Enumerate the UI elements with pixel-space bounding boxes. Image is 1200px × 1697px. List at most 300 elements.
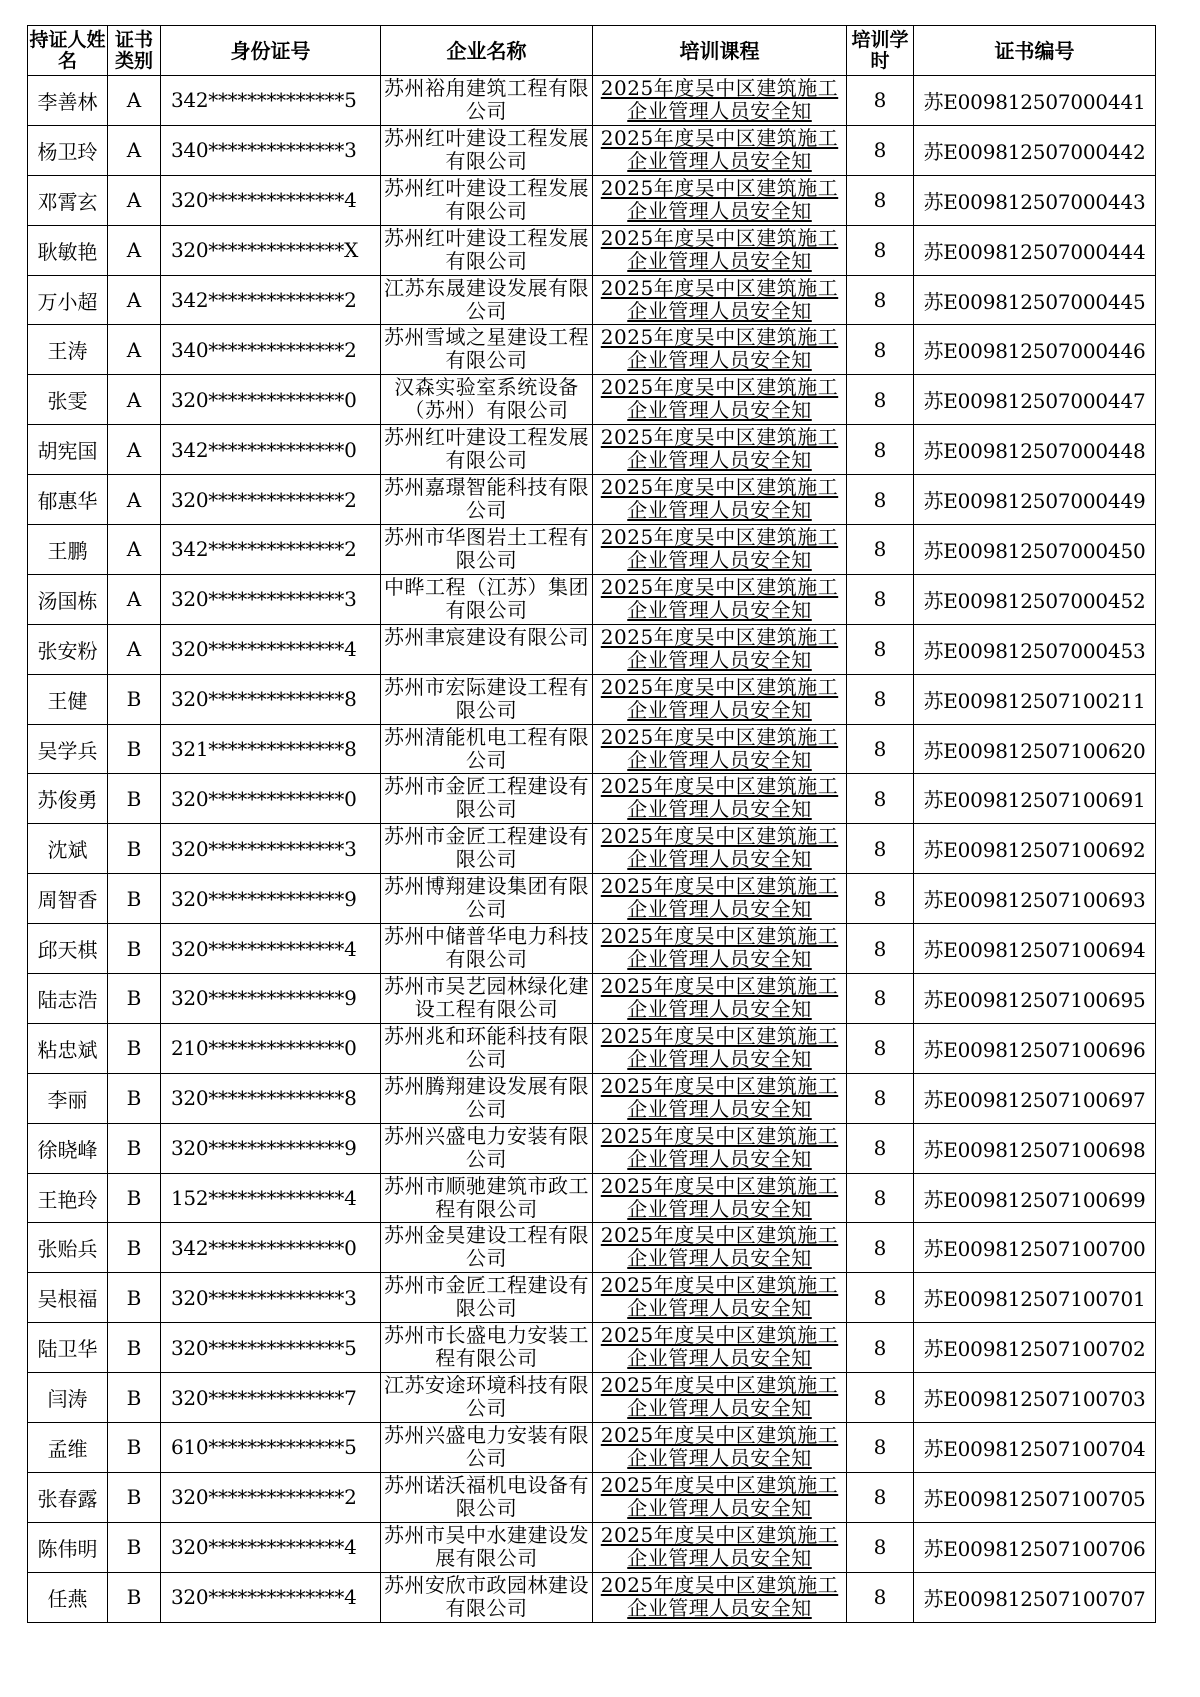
cell-cert-no: 苏E009812507100702 (914, 1323, 1156, 1373)
cell-course (593, 175, 847, 225)
cell-company (381, 1273, 593, 1323)
cell-course-text: 2025年度吴中区建筑施工企业管理人员安全知 (600, 1023, 839, 1071)
cell-course (593, 425, 847, 475)
cell-id-number: 610**************5 (161, 1423, 381, 1473)
cell-company (381, 125, 593, 175)
cell-category: A (108, 574, 161, 624)
cell-holder-name: 万小超 (28, 275, 108, 325)
cell-cert-no: 苏E009812507000449 (914, 475, 1156, 525)
cell-category: A (108, 175, 161, 225)
cell-id-number: 320**************4 (161, 1572, 381, 1622)
cell-course-text: 2025年度吴中区建筑施工企业管理人员安全知 (600, 275, 839, 323)
cell-hours: 8 (847, 325, 914, 375)
cell-company-text: 苏州市吴艺园林绿化建设工程有限公司 (384, 974, 589, 1022)
cell-cert-no: 苏E009812507000453 (914, 624, 1156, 674)
cell-company-text: 苏州红叶建设工程发展有限公司 (384, 175, 589, 223)
cell-company (381, 225, 593, 275)
cell-course-text: 2025年度吴中区建筑施工企业管理人员安全知 (600, 824, 839, 872)
table-row (28, 1023, 1156, 1073)
cell-company-text: 苏州市金匠工程建设有限公司 (384, 824, 589, 872)
cell-company (381, 824, 593, 874)
cell-category: B (108, 1023, 161, 1073)
cell-id-number: 320**************5 (161, 1323, 381, 1373)
cell-id-number: 342**************0 (161, 1223, 381, 1273)
cell-holder-name: 吴学兵 (28, 724, 108, 774)
cell-company-text: 苏州市金匠工程建设有限公司 (384, 1273, 589, 1321)
cell-course (593, 1273, 847, 1323)
cell-cert-no: 苏E009812507100704 (914, 1423, 1156, 1473)
cell-holder-name: 陆志浩 (28, 974, 108, 1024)
cell-course-text: 2025年度吴中区建筑施工企业管理人员安全知 (600, 175, 839, 223)
cell-id-number: 320**************9 (161, 874, 381, 924)
cell-holder-name: 胡宪国 (28, 425, 108, 475)
cell-course-text: 2025年度吴中区建筑施工企业管理人员安全知 (600, 924, 839, 972)
cell-cert-no: 苏E009812507000443 (914, 175, 1156, 225)
cell-company (381, 1023, 593, 1073)
table-row (28, 1423, 1156, 1473)
cell-course (593, 1223, 847, 1273)
cell-company (381, 1572, 593, 1622)
cell-company (381, 1173, 593, 1223)
certificate-table (27, 25, 1156, 1623)
cell-holder-name: 王艳玲 (28, 1173, 108, 1223)
cell-course (593, 574, 847, 624)
cell-id-number: 342**************5 (161, 76, 381, 126)
cell-holder-name: 闫涛 (28, 1373, 108, 1423)
cell-company-text: 苏州兴盛电力安装有限公司 (384, 1123, 589, 1171)
cell-course (593, 275, 847, 325)
cell-hours: 8 (847, 1173, 914, 1223)
cell-hours: 8 (847, 175, 914, 225)
header-hours: 培训学时 (847, 26, 914, 76)
cell-cert-no: 苏E009812507100700 (914, 1223, 1156, 1273)
cell-hours: 8 (847, 1273, 914, 1323)
cell-id-number: 320**************X (161, 225, 381, 275)
cell-company (381, 525, 593, 575)
cell-course (593, 824, 847, 874)
table-row (28, 1373, 1156, 1423)
cell-holder-name: 吴根福 (28, 1273, 108, 1323)
cell-cert-no: 苏E009812507100620 (914, 724, 1156, 774)
table-row (28, 774, 1156, 824)
cell-holder-name: 陆卫华 (28, 1323, 108, 1373)
cell-cert-no: 苏E009812507100695 (914, 974, 1156, 1024)
table-row (28, 225, 1156, 275)
table-row (28, 574, 1156, 624)
table-header (28, 26, 1156, 76)
cell-company-text: 苏州兆和环能科技有限公司 (384, 1023, 589, 1071)
cell-course-text: 2025年度吴中区建筑施工企业管理人员安全知 (600, 1423, 839, 1471)
cell-id-number: 342**************2 (161, 525, 381, 575)
cell-category: A (108, 275, 161, 325)
cell-hours: 8 (847, 624, 914, 674)
cell-cert-no: 苏E009812507100706 (914, 1522, 1156, 1572)
cell-holder-name: 陈伟明 (28, 1522, 108, 1572)
cell-holder-name: 任燕 (28, 1572, 108, 1622)
cell-course-text: 2025年度吴中区建筑施工企业管理人员安全知 (600, 1173, 839, 1221)
cell-course (593, 674, 847, 724)
cell-cert-no: 苏E009812507100694 (914, 924, 1156, 974)
cell-holder-name: 耿敏艳 (28, 225, 108, 275)
cell-id-number: 320**************4 (161, 175, 381, 225)
cell-hours: 8 (847, 125, 914, 175)
cell-course (593, 1522, 847, 1572)
cell-course (593, 1023, 847, 1073)
cell-course-text: 2025年度吴中区建筑施工企业管理人员安全知 (600, 1123, 839, 1171)
cell-course (593, 1472, 847, 1522)
cell-id-number: 320**************0 (161, 375, 381, 425)
cell-company-text: 中晔工程（江苏）集团有限公司 (384, 574, 589, 622)
cell-id-number: 320**************2 (161, 1472, 381, 1522)
cell-company-text: 苏州清能机电工程有限公司 (384, 724, 589, 772)
table-row (28, 425, 1156, 475)
table-row (28, 824, 1156, 874)
cell-category: B (108, 1373, 161, 1423)
cell-cert-no: 苏E009812507100699 (914, 1173, 1156, 1223)
cell-hours: 8 (847, 1073, 914, 1123)
cell-id-number: 320**************4 (161, 924, 381, 974)
cell-cert-no: 苏E009812507000450 (914, 525, 1156, 575)
cell-holder-name: 邱天棋 (28, 924, 108, 974)
cell-id-number: 342**************2 (161, 275, 381, 325)
table-row (28, 874, 1156, 924)
cell-company-text: 苏州市宏际建设工程有限公司 (384, 674, 589, 722)
cell-company-text: 汉森实验室系统设备（苏州）有限公司 (394, 375, 579, 423)
cell-company (381, 724, 593, 774)
cell-hours: 8 (847, 1373, 914, 1423)
cell-category: A (108, 125, 161, 175)
cell-holder-name: 杨卫玲 (28, 125, 108, 175)
cell-holder-name: 张贻兵 (28, 1223, 108, 1273)
cell-category: B (108, 924, 161, 974)
table-row (28, 1572, 1156, 1622)
cell-company (381, 574, 593, 624)
cell-cert-no: 苏E009812507100211 (914, 674, 1156, 724)
cell-cert-no: 苏E009812507100705 (914, 1472, 1156, 1522)
cell-hours: 8 (847, 724, 914, 774)
cell-cert-no: 苏E009812507000441 (914, 76, 1156, 126)
table-row (28, 125, 1156, 175)
table-row (28, 76, 1156, 126)
table-row (28, 275, 1156, 325)
cell-holder-name: 汤国栋 (28, 574, 108, 624)
table-row (28, 475, 1156, 525)
cell-category: B (108, 1522, 161, 1572)
cell-category: A (108, 475, 161, 525)
cell-company (381, 974, 593, 1024)
cell-category: A (108, 225, 161, 275)
cell-holder-name: 粘忠斌 (28, 1023, 108, 1073)
cell-company-text: 苏州安欣市政园林建设有限公司 (384, 1572, 589, 1620)
cell-cert-no: 苏E009812507000447 (914, 375, 1156, 425)
cell-company-text: 苏州市华图岩土工程有限公司 (384, 525, 589, 573)
cell-category: B (108, 1423, 161, 1473)
cell-course-text: 2025年度吴中区建筑施工企业管理人员安全知 (600, 1373, 839, 1421)
cell-company-text: 苏州市顺驰建筑市政工程有限公司 (384, 1173, 589, 1221)
cell-category: B (108, 774, 161, 824)
cell-company-text: 苏州博翔建设集团有限公司 (384, 874, 589, 922)
cell-holder-name: 徐晓峰 (28, 1123, 108, 1173)
cell-hours: 8 (847, 475, 914, 525)
cell-course (593, 525, 847, 575)
table-row (28, 1073, 1156, 1123)
cell-hours: 8 (847, 1522, 914, 1572)
cell-category: B (108, 1073, 161, 1123)
cell-category: A (108, 425, 161, 475)
cell-id-number: 340**************3 (161, 125, 381, 175)
cell-cert-no: 苏E009812507100691 (914, 774, 1156, 824)
cell-cert-no: 苏E009812507000448 (914, 425, 1156, 475)
cell-holder-name: 周智香 (28, 874, 108, 924)
cell-company (381, 774, 593, 824)
cell-company-text: 苏州聿宸建设有限公司 (384, 624, 589, 649)
cell-course (593, 76, 847, 126)
cell-company (381, 624, 593, 674)
cell-cert-no: 苏E009812507000442 (914, 125, 1156, 175)
header-id-number: 身份证号 (161, 26, 381, 76)
header-category: 证书类别 (108, 26, 161, 76)
cell-cert-no: 苏E009812507100697 (914, 1073, 1156, 1123)
cell-id-number: 320**************3 (161, 574, 381, 624)
table-row (28, 325, 1156, 375)
cell-course (593, 1373, 847, 1423)
cell-holder-name: 李丽 (28, 1073, 108, 1123)
header-holder-name: 持证人姓名 (28, 26, 108, 76)
cell-company (381, 175, 593, 225)
cell-company (381, 924, 593, 974)
cell-course-text: 2025年度吴中区建筑施工企业管理人员安全知 (600, 225, 839, 273)
cell-hours: 8 (847, 275, 914, 325)
table-row (28, 624, 1156, 674)
cell-company-text: 苏州中储普华电力科技有限公司 (384, 924, 589, 972)
header-company: 企业名称 (381, 26, 593, 76)
cell-category: B (108, 1173, 161, 1223)
cell-holder-name: 苏俊勇 (28, 774, 108, 824)
cell-course-text: 2025年度吴中区建筑施工企业管理人员安全知 (600, 375, 839, 423)
cell-cert-no: 苏E009812507000445 (914, 275, 1156, 325)
cell-cert-no: 苏E009812507100698 (914, 1123, 1156, 1173)
cell-course (593, 874, 847, 924)
cell-course-text: 2025年度吴中区建筑施工企业管理人员安全知 (600, 325, 839, 373)
table-row (28, 1273, 1156, 1323)
cell-company-text: 苏州金昊建设工程有限公司 (384, 1223, 589, 1271)
cell-category: B (108, 1472, 161, 1522)
cell-company (381, 1123, 593, 1173)
table-row (28, 375, 1156, 425)
cell-company-text: 苏州嘉璟智能科技有限公司 (384, 475, 589, 523)
cell-course-text: 2025年度吴中区建筑施工企业管理人员安全知 (600, 1572, 839, 1620)
cell-company-text: 苏州兴盛电力安装有限公司 (384, 1423, 589, 1471)
cell-hours: 8 (847, 1472, 914, 1522)
cell-hours: 8 (847, 525, 914, 575)
cell-holder-name: 王健 (28, 674, 108, 724)
header-course: 培训课程 (593, 26, 847, 76)
cell-course-text: 2025年度吴中区建筑施工企业管理人员安全知 (600, 774, 839, 822)
cell-category: A (108, 624, 161, 674)
cell-course (593, 325, 847, 375)
cell-holder-name: 孟维 (28, 1423, 108, 1473)
cell-category: A (108, 525, 161, 575)
cell-hours: 8 (847, 1323, 914, 1373)
cell-id-number: 321**************8 (161, 724, 381, 774)
cell-course-text: 2025年度吴中区建筑施工企业管理人员安全知 (600, 674, 839, 722)
cell-cert-no: 苏E009812507100703 (914, 1373, 1156, 1423)
table-row (28, 1123, 1156, 1173)
cell-course (593, 1323, 847, 1373)
cell-company (381, 325, 593, 375)
cell-company (381, 275, 593, 325)
cell-id-number: 320**************9 (161, 974, 381, 1024)
cell-course-text: 2025年度吴中区建筑施工企业管理人员安全知 (600, 624, 839, 672)
cell-course-text: 2025年度吴中区建筑施工企业管理人员安全知 (600, 475, 839, 523)
cell-course (593, 1572, 847, 1622)
cell-holder-name: 李善林 (28, 76, 108, 126)
cell-hours: 8 (847, 574, 914, 624)
header-row (28, 26, 1156, 76)
cell-id-number: 320**************8 (161, 674, 381, 724)
cell-cert-no: 苏E009812507100707 (914, 1572, 1156, 1622)
cell-id-number: 340**************2 (161, 325, 381, 375)
cell-company-text: 江苏安途环境科技有限公司 (384, 1373, 589, 1421)
cell-hours: 8 (847, 874, 914, 924)
cell-company-text: 苏州诺沃福机电设备有限公司 (384, 1472, 589, 1520)
cell-company (381, 475, 593, 525)
cell-course-text: 2025年度吴中区建筑施工企业管理人员安全知 (600, 1472, 839, 1520)
cell-course-text: 2025年度吴中区建筑施工企业管理人员安全知 (600, 76, 839, 123)
table-row (28, 974, 1156, 1024)
table-row (28, 525, 1156, 575)
table-row (28, 1223, 1156, 1273)
cell-course (593, 475, 847, 525)
cell-id-number: 320**************9 (161, 1123, 381, 1173)
cell-hours: 8 (847, 425, 914, 475)
cell-course (593, 125, 847, 175)
cell-course-text: 2025年度吴中区建筑施工企业管理人员安全知 (600, 1323, 839, 1371)
cell-id-number: 320**************3 (161, 824, 381, 874)
cell-company (381, 1223, 593, 1273)
cell-company-text: 苏州雪域之星建设工程有限公司 (384, 325, 589, 373)
cell-hours: 8 (847, 1123, 914, 1173)
cell-course-text: 2025年度吴中区建筑施工企业管理人员安全知 (600, 1522, 839, 1570)
cell-course-text: 2025年度吴中区建筑施工企业管理人员安全知 (600, 1073, 839, 1121)
cell-cert-no: 苏E009812507000444 (914, 225, 1156, 275)
cell-cert-no: 苏E009812507100696 (914, 1023, 1156, 1073)
cell-course (593, 225, 847, 275)
cell-category: B (108, 1323, 161, 1373)
cell-company (381, 1073, 593, 1123)
cell-company (381, 674, 593, 724)
cell-cert-no: 苏E009812507000446 (914, 325, 1156, 375)
cell-company (381, 1472, 593, 1522)
table-row (28, 674, 1156, 724)
cell-hours: 8 (847, 225, 914, 275)
cell-category: B (108, 674, 161, 724)
cell-course (593, 924, 847, 974)
cell-holder-name: 张安粉 (28, 624, 108, 674)
cell-course (593, 974, 847, 1024)
cell-course-text: 2025年度吴中区建筑施工企业管理人员安全知 (600, 1223, 839, 1271)
cell-company (381, 76, 593, 126)
cell-id-number: 210**************0 (161, 1023, 381, 1073)
cell-course (593, 1423, 847, 1473)
cell-category: B (108, 1572, 161, 1622)
cell-company (381, 1373, 593, 1423)
cell-course (593, 774, 847, 824)
table-row (28, 1173, 1156, 1223)
cell-category: B (108, 874, 161, 924)
cell-hours: 8 (847, 924, 914, 974)
cell-company-text: 苏州裕甪建筑工程有限公司 (384, 76, 589, 123)
cell-company-text: 苏州市吴中水建建设发展有限公司 (384, 1522, 589, 1570)
cell-course-text: 2025年度吴中区建筑施工企业管理人员安全知 (600, 724, 839, 772)
cell-cert-no: 苏E009812507100693 (914, 874, 1156, 924)
cell-holder-name: 张雯 (28, 375, 108, 425)
cell-hours: 8 (847, 674, 914, 724)
cell-course-text: 2025年度吴中区建筑施工企业管理人员安全知 (600, 125, 839, 173)
cell-course (593, 1123, 847, 1173)
table-row (28, 1522, 1156, 1572)
cell-course-text: 2025年度吴中区建筑施工企业管理人员安全知 (600, 874, 839, 922)
table-row (28, 724, 1156, 774)
cell-company (381, 874, 593, 924)
cell-category: B (108, 824, 161, 874)
cell-course-text: 2025年度吴中区建筑施工企业管理人员安全知 (600, 425, 839, 473)
cell-holder-name: 张春露 (28, 1472, 108, 1522)
cell-holder-name: 王鹏 (28, 525, 108, 575)
cell-id-number: 320**************0 (161, 774, 381, 824)
cell-hours: 8 (847, 76, 914, 126)
table-row (28, 1323, 1156, 1373)
cell-course-text: 2025年度吴中区建筑施工企业管理人员安全知 (600, 1273, 839, 1321)
cell-course (593, 624, 847, 674)
cell-company (381, 1423, 593, 1473)
table-body (28, 76, 1156, 1623)
cell-holder-name: 王涛 (28, 325, 108, 375)
cell-id-number: 342**************0 (161, 425, 381, 475)
cell-category: B (108, 1273, 161, 1323)
cell-id-number: 320**************2 (161, 475, 381, 525)
cell-hours: 8 (847, 1423, 914, 1473)
cell-company (381, 1323, 593, 1373)
cell-course-text: 2025年度吴中区建筑施工企业管理人员安全知 (600, 974, 839, 1022)
cell-hours: 8 (847, 1572, 914, 1622)
cell-course (593, 1073, 847, 1123)
cell-cert-no: 苏E009812507000452 (914, 574, 1156, 624)
cell-hours: 8 (847, 1223, 914, 1273)
cell-category: B (108, 1223, 161, 1273)
cell-hours: 8 (847, 774, 914, 824)
cell-category: A (108, 76, 161, 126)
cell-company-text: 苏州市长盛电力安装工程有限公司 (384, 1323, 589, 1371)
cell-category: A (108, 325, 161, 375)
cell-category: A (108, 375, 161, 425)
table-row (28, 924, 1156, 974)
cell-company-text: 苏州红叶建设工程发展有限公司 (384, 425, 589, 473)
cell-category: B (108, 1123, 161, 1173)
cell-id-number: 320**************3 (161, 1273, 381, 1323)
cell-course (593, 724, 847, 774)
cell-cert-no: 苏E009812507100701 (914, 1273, 1156, 1323)
cell-hours: 8 (847, 375, 914, 425)
cell-course-text: 2025年度吴中区建筑施工企业管理人员安全知 (600, 574, 839, 622)
cell-company-text: 苏州红叶建设工程发展有限公司 (384, 125, 589, 173)
cell-course (593, 375, 847, 425)
cell-hours: 8 (847, 1023, 914, 1073)
cell-company (381, 425, 593, 475)
header-cert-no: 证书编号 (914, 26, 1156, 76)
cell-id-number: 320**************4 (161, 624, 381, 674)
cell-category: B (108, 974, 161, 1024)
